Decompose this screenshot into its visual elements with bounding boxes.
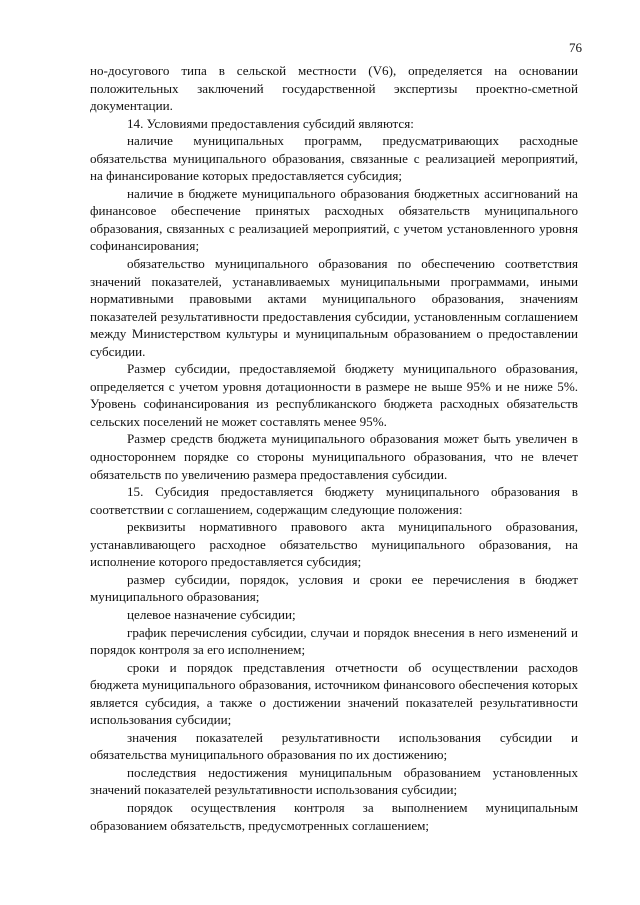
paragraph: сроки и порядок представления отчетности об осуществлении расходов бюджета муниципального образования, источником финансового обеспечения которых является субсидия, а также о достижении значений показателей результативности использования субсидии; xyxy=(90,659,578,728)
paragraph: последствия недостижения муниципальным образованием установленных значений показателей результативности использования субсидии; xyxy=(90,764,578,798)
paragraph: Размер субсидии, предоставляемой бюджету муниципального образования, определяется с учетом уровня дотационности в размере не выше 95% и не ниже 5%. Уровень софинансирования из республиканского бюджета расходных обязательств сельских поселений не может составлять менее 95%. xyxy=(90,361,578,429)
paragraph: реквизиты нормативного правового акта муниципального образования, устанавливающего расходное обязательство муниципального образования, на исполнение которого предоставляется субсидия; xyxy=(90,519,578,570)
paragraph: порядок осуществления контроля за выполнением муниципальным образованием обязательств, предусмотренных соглашением; xyxy=(90,799,578,833)
paragraph: наличие в бюджете муниципального образования бюджетных ассигнований на финансовое обеспечение принятых расходных обязательств муниципального образования, связанных с реализацией мероприятий, с учетом установленного уровня софинансирования; xyxy=(90,185,578,254)
paragraph: Размер средств бюджета муниципального образования может быть увеличен в одностороннем порядке со стороны муниципального образования, что не влечет обязательств по увеличению размера предоставления субсидии. xyxy=(90,431,578,482)
page-number: 76 xyxy=(569,40,582,55)
document-body xyxy=(90,62,578,834)
paragraph: целевое назначение субсидии; xyxy=(127,606,296,622)
section-15-heading: 15. Субсидия предоставляется бюджету муниципального образования в соответствии с соглашением, содержащим следующие положения: xyxy=(90,484,578,517)
paragraph: обязательство муниципального образования по обеспечению соответствия значений показателей, устанавливаемых муниципальными программами, иными нормативными правовыми актами муниципального образования, значениям показателей результативности предоставления субсидии, установленным соглашением между Министерством культуры и муниципальным образованием о предоставлении субсидии. xyxy=(90,256,578,359)
paragraph: график перечисления субсидии, случаи и порядок внесения в него изменений и порядок контроля за его исполнением; xyxy=(90,624,578,658)
paragraph: наличие муниципальных программ, предусматривающих расходные обязательства муниципального образования, связанные с реализацией мероприятий, на финансирование которых предоставляется субсидия; xyxy=(90,133,578,184)
section-14-heading: 14. Условиями предоставления субсидий являются: xyxy=(127,115,414,131)
paragraph: но-досугового типа в сельской местности (V6), определяется на основании положительных заключений государственной экспертизы проектно-сметной документации. xyxy=(90,63,578,114)
paragraph: значения показателей результативности использования субсидии и обязательства муниципального образования по их достижению; xyxy=(90,729,578,763)
paragraph: размер субсидии, порядок, условия и сроки ее перечисления в бюджет муниципального образования; xyxy=(90,571,578,605)
